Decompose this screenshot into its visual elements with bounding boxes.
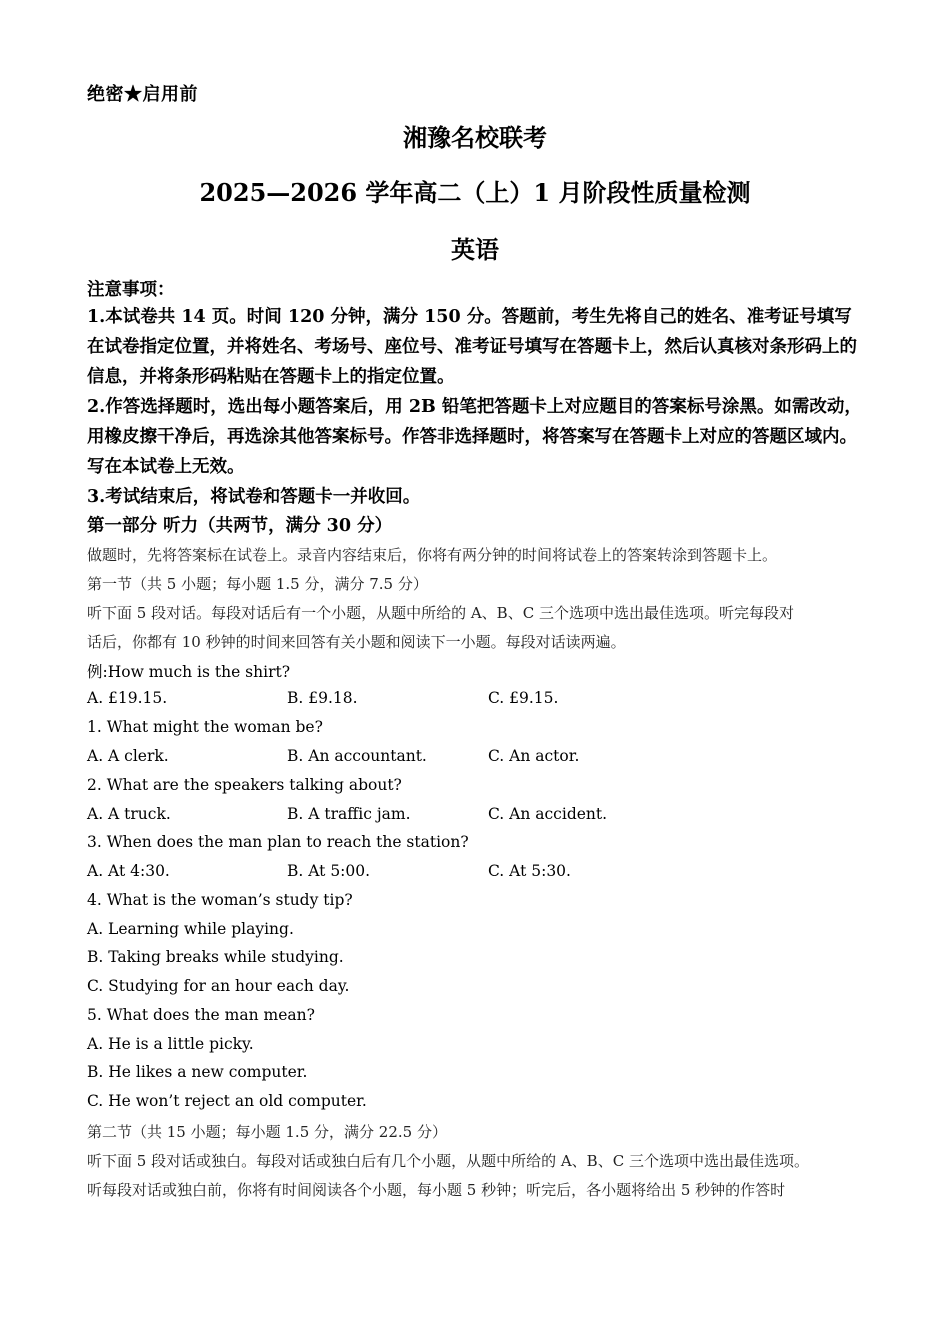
option-a: A. He is a little picky. (87, 1035, 254, 1053)
section1-heading: 第一节（共 5 小题；每小题 1.5 分，满分 7.5 分） (87, 575, 428, 593)
question: 4. What is the woman’s study tip? (87, 891, 353, 909)
option-c: C. An accident. (488, 805, 608, 823)
option-a: A. At 4:30. (87, 862, 170, 880)
option-b: B. A traffic jam. (287, 805, 411, 823)
exam-organizer-title: 湘豫名校联考 (403, 123, 547, 152)
option-a: A. £19.15. (87, 689, 168, 707)
section2-instruction: 听下面 5 段对话或独白。每段对话或独白后有几个小题，从题中所给的 A、B、C 三个选项中选出最佳选项。 (87, 1152, 809, 1170)
option-c: C. £9.15. (488, 689, 559, 707)
notice-body (87, 302, 867, 512)
section2-heading: 第二节（共 15 小题；每小题 1.5 分，满分 22.5 分） (87, 1123, 447, 1141)
notice-item: 1.本试卷共 14 页。时间 120 分钟，满分 150 分。答题前，考生先将自己的姓名、准考证号填写在试卷指定位置，并将姓名、考场号、座位号、准考证号填写在答题卡上，然后认真核对条形码上的信息，并将条形码粘贴在答题卡上的指定位置。 (87, 307, 857, 387)
option-c: C. At 5:30. (488, 862, 571, 880)
subject-title: 英语 (451, 235, 499, 264)
section1-instruction: 话后，你都有 10 秒钟的时间来回答有关小题和阅读下一小题。每段对话读两遍。 (87, 633, 626, 651)
option-c: C. Studying for an hour each day. (87, 977, 350, 995)
section2-instruction: 听每段对话或独白前，你将有时间阅读各个小题，每小题 5 秒钟；听完后，各小题将给出 5 秒钟的作答时 (87, 1181, 786, 1199)
section1-instruction: 听下面 5 段对话。每段对话后有一个小题，从题中所给的 A、B、C 三个选项中选出最佳选项。听完每段对 (87, 604, 794, 622)
part1-intro: 做题时，先将答案标在试卷上。录音内容结束后，你将有两分钟的时间将试卷上的答案转涂到答题卡上。 (87, 546, 778, 564)
question: 2. What are the speakers talking about? (87, 776, 402, 794)
option-b: B. Taking breaks while studying. (87, 948, 344, 966)
option-a: A. Learning while playing. (87, 920, 294, 938)
example-question: 例:How much is the shirt? (87, 663, 291, 681)
option-b: B. £9.18. (287, 689, 358, 707)
notice-item: 2.作答选择题时，选出每小题答案后，用 2B 铅笔把答题卡上对应题目的答案标号涂黑。如需改动，用橡皮擦干净后，再选涂其他答案标号。作答非选择题时，将答案写在答题卡上对应的答题区域内。写在本试卷上无效。 (87, 397, 862, 477)
secret-mark: 绝密★启用前 (87, 84, 198, 105)
option-b: B. An accountant. (287, 747, 427, 765)
question: 5. What does the man mean? (87, 1006, 315, 1024)
option-a: A. A clerk. (87, 747, 169, 765)
notice-item: 3.考试结束后，将试卷和答题卡一并收回。 (87, 487, 421, 507)
option-a: A. A truck. (87, 805, 171, 823)
option-c: C. He won’t reject an old computer. (87, 1092, 367, 1110)
question: 3. When does the man plan to reach the station? (87, 833, 469, 851)
part1-heading: 第一部分 听力（共两节，满分 30 分） (87, 516, 393, 536)
option-b: B. At 5:00. (287, 862, 371, 880)
notice-heading: 注意事项： (87, 280, 175, 300)
question: 1. What might the woman be? (87, 718, 323, 736)
exam-title: 2025—2026 学年高二（上）1 月阶段性质量检测 (199, 178, 751, 207)
option-b: B. He likes a new computer. (87, 1063, 308, 1081)
option-c: C. An actor. (488, 747, 580, 765)
